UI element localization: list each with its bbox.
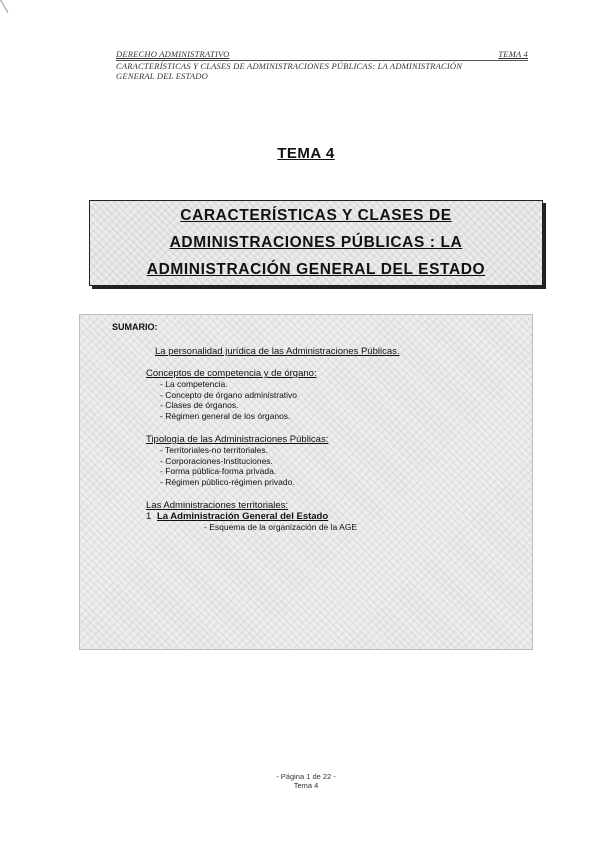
section-heading: Las Administraciones territoriales: [146, 500, 289, 511]
running-header-subject: DERECHO ADMINISTRATIVO [116, 49, 230, 59]
numbered-item-heading: La Administración General del Estado [156, 511, 329, 522]
title-box [89, 200, 543, 286]
numbered-item-number: 1 [146, 511, 152, 522]
title-line-1: CARACTERÍSTICAS Y CLASES DE [180, 207, 452, 224]
running-header-tema: TEMA 4 [498, 49, 528, 59]
summary-box [79, 314, 533, 650]
list-item: - Forma pública-forma privada. [160, 466, 328, 477]
footer-tema: Tema 4 [293, 781, 319, 790]
list-item: - Clases de órganos. [160, 400, 317, 411]
summary-section-3 [146, 434, 328, 487]
title-line-3: ADMINISTRACIÓN GENERAL DEL ESTADO [146, 261, 486, 278]
summary-label: SUMARIO: [112, 322, 158, 332]
list-item: - Concepto de órgano administrativo [160, 390, 317, 401]
summary-section-2 [146, 368, 317, 421]
list-item: - Corporaciones-Instituciones. [160, 456, 328, 467]
running-header-line-2: CARACTERÍSTICAS Y CLASES DE ADMINISTRACIONES PÚBLICAS: LA ADMINISTRACIÓN [116, 61, 463, 71]
section-items [146, 379, 317, 421]
title-line-2: ADMINISTRACIONES PÚBLICAS : LA [169, 234, 463, 251]
list-item: - Régimen público-régimen privado. [160, 477, 328, 488]
page-footer [0, 772, 612, 790]
list-item: - Régimen general de los órganos. [160, 411, 317, 422]
numbered-item [146, 511, 357, 522]
summary-section-1 [146, 346, 400, 357]
list-item: - Territoriales-no territoriales. [160, 445, 328, 456]
section-items [146, 445, 328, 487]
tema-title: TEMA 4 [277, 145, 335, 162]
section-heading: Conceptos de competencia y de órgano: [146, 368, 317, 379]
section-heading: Tipología de las Administraciones Públicas: [146, 434, 329, 445]
list-item: - La competencia. [160, 379, 317, 390]
scan-artifact [0, 0, 24, 13]
running-header-row [116, 49, 528, 61]
running-header [116, 49, 528, 81]
running-header-line-3: GENERAL DEL ESTADO [116, 71, 208, 81]
summary-section-4 [146, 500, 357, 533]
page-number: - Página 1 de 22 - [276, 772, 336, 781]
sub-item: - Esquema de la organización de la AGE [146, 522, 357, 533]
section-heading: La personalidad jurídica de las Administraciones Públicas. [155, 346, 400, 357]
